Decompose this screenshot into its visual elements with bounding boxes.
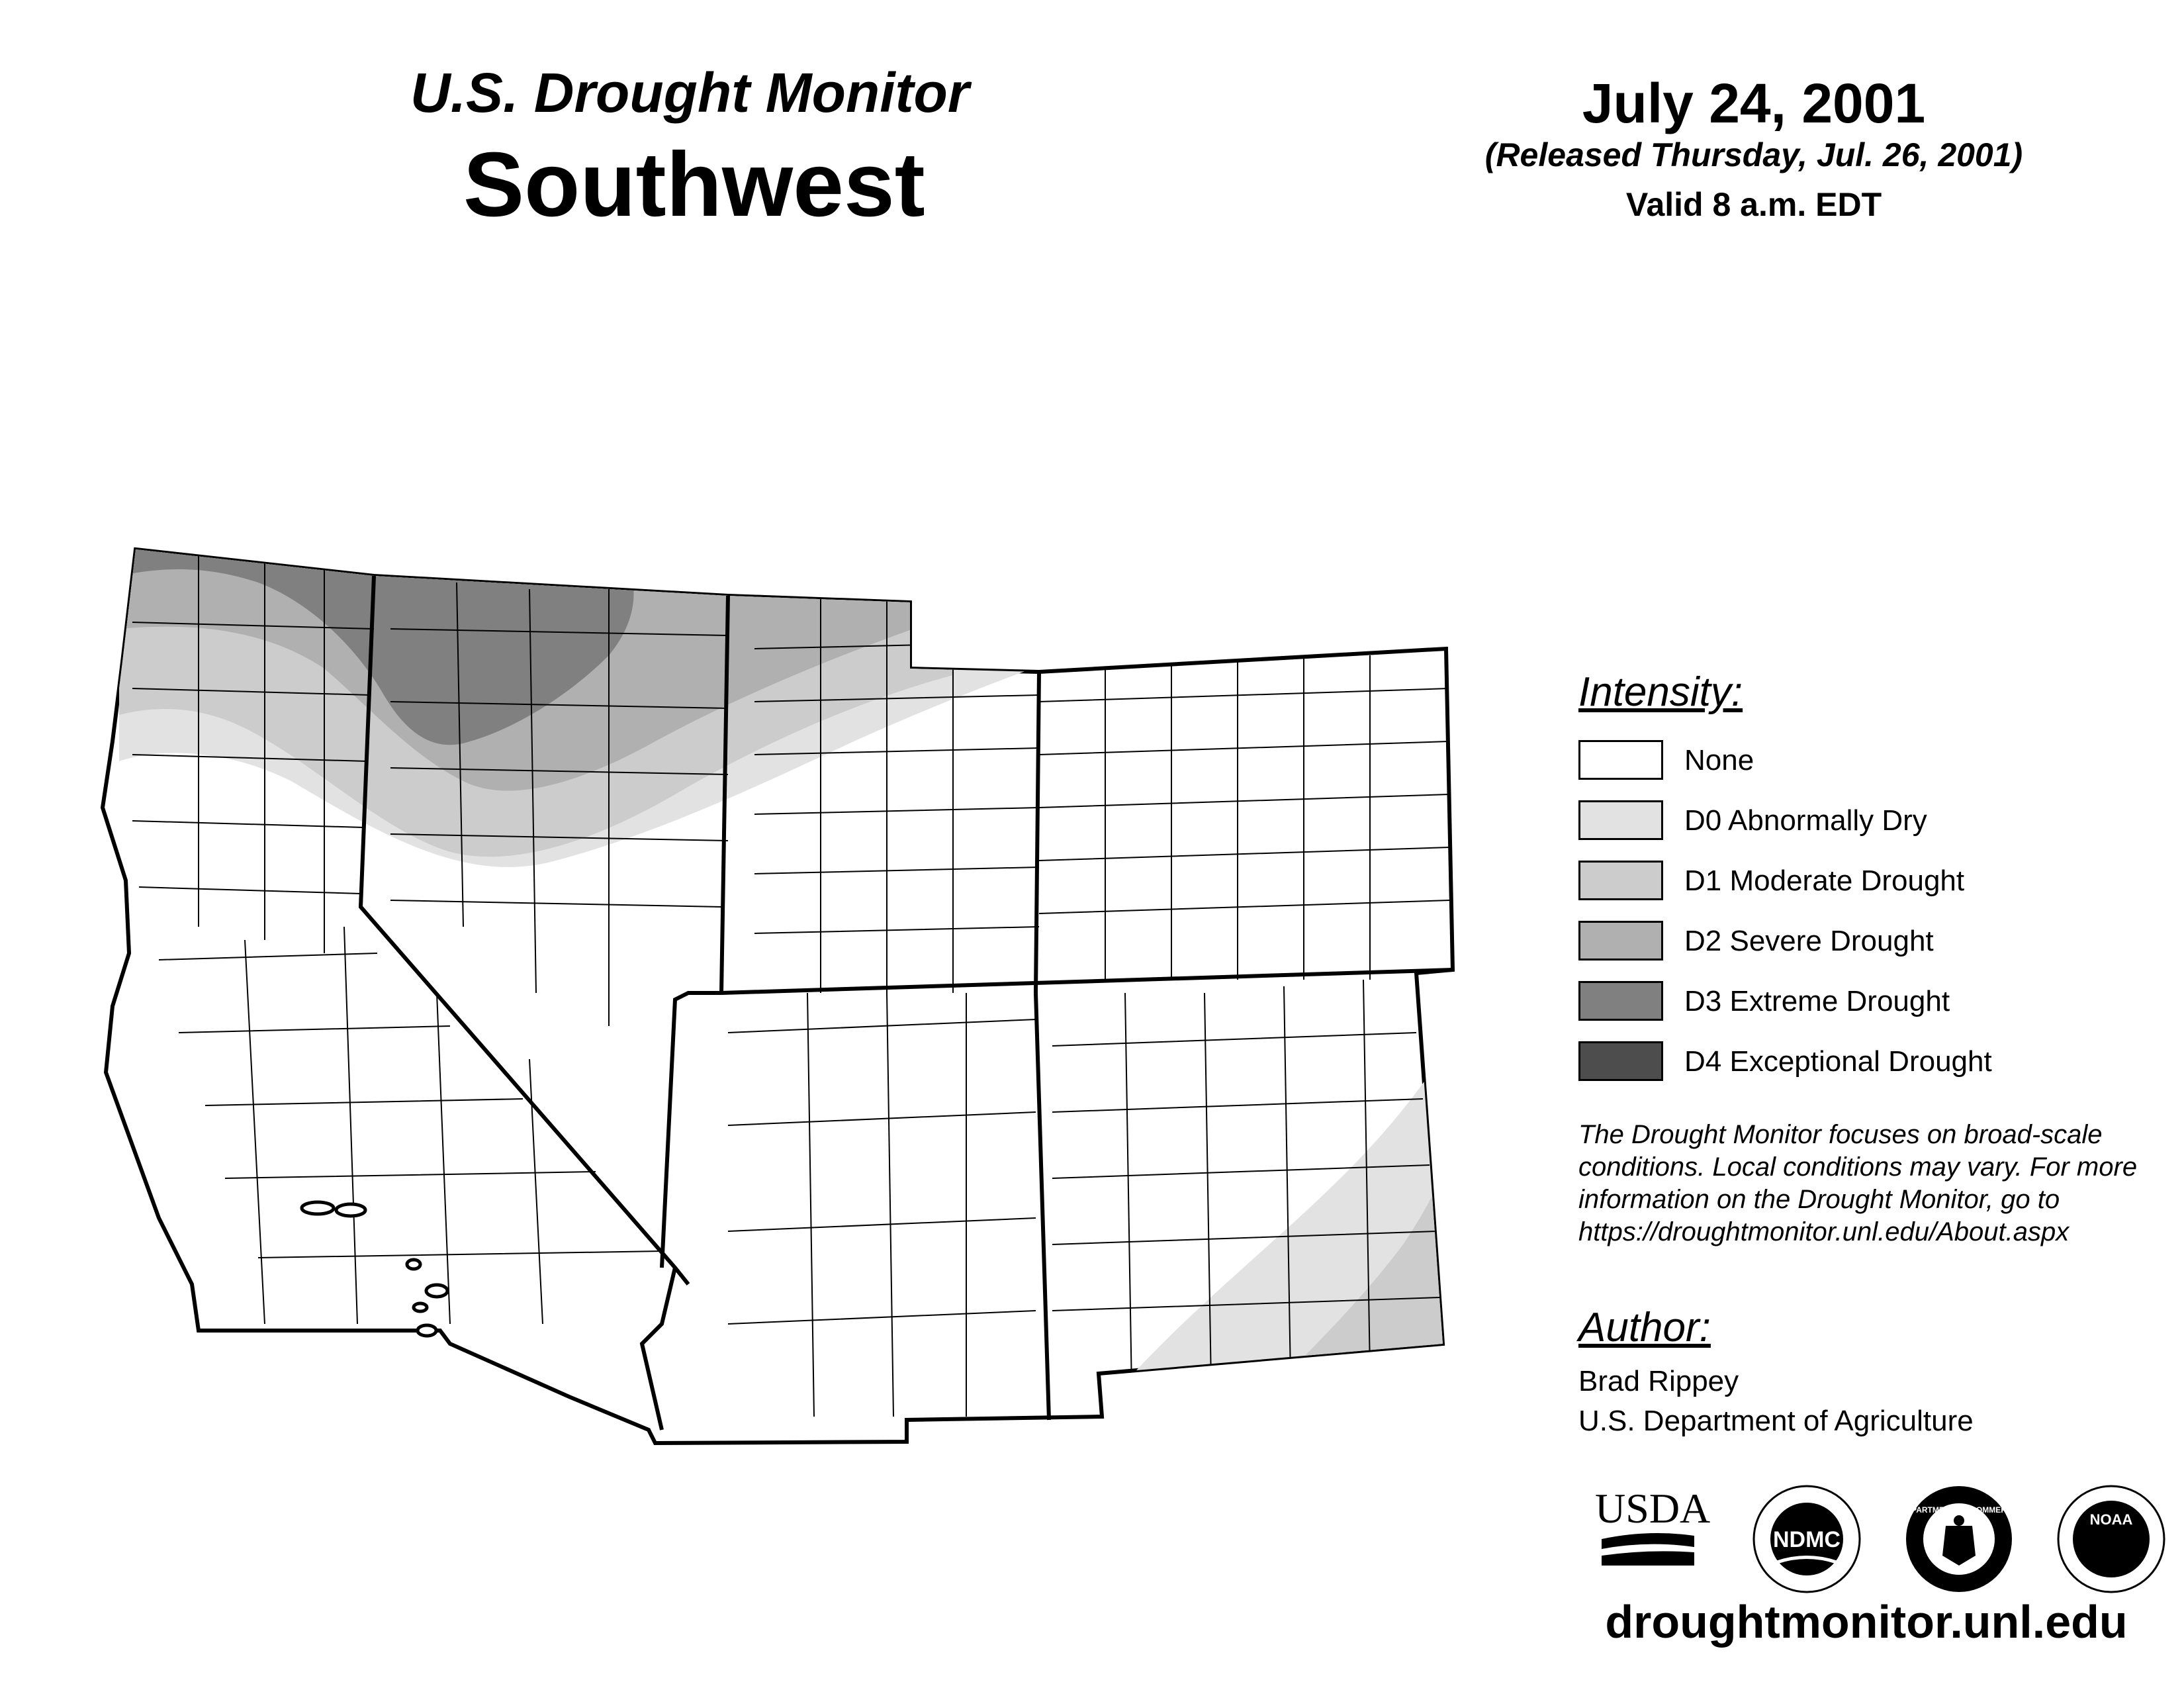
map-date: July 24, 2001 xyxy=(1582,72,1926,134)
legend-label: D2 Severe Drought xyxy=(1684,925,1934,957)
release-date: (Released Thursday, Jul. 26, 2001) xyxy=(1484,136,2023,173)
legend-label: D3 Extreme Drought xyxy=(1684,985,1950,1017)
valid-time: Valid 8 a.m. EDT xyxy=(1625,186,1882,223)
legend-label: None xyxy=(1684,744,1754,776)
svg-text:NOAA: NOAA xyxy=(2089,1511,2133,1528)
svg-text:USDA: USDA xyxy=(1595,1485,1711,1532)
legend-swatch xyxy=(1578,861,1663,900)
svg-text:DEPARTMENT OF COMMERCE: DEPARTMENT OF COMMERCE xyxy=(1900,1505,2018,1515)
legend-label: D0 Abnormally Dry xyxy=(1684,804,1927,837)
website-url[interactable]: droughtmonitor.unl.edu xyxy=(1605,1596,2128,1648)
map-title: U.S. Drought Monitor xyxy=(410,62,970,124)
commerce-seal-logo xyxy=(1900,1486,2017,1592)
disclaimer-note: The Drought Monitor focuses on broad-scale conditions. Local conditions may vary. For more information on the Drought Monitor, go to https://droughtmonitor.unl.edu/About.aspx xyxy=(1578,1120,2138,1246)
noaa-logo xyxy=(2058,1486,2164,1592)
legend-title: Intensity: xyxy=(1578,669,1743,715)
region-title: Southwest xyxy=(463,134,925,236)
ndmc-logo xyxy=(1754,1486,1860,1592)
legend-swatch xyxy=(1578,740,1663,780)
legend-swatch xyxy=(1578,981,1663,1021)
legend-label: D4 Exceptional Drought xyxy=(1684,1045,1992,1078)
author-name: Brad Rippey xyxy=(1578,1365,1739,1397)
agency-logos xyxy=(1588,1473,2171,1605)
svg-text:NDMC: NDMC xyxy=(1773,1527,1841,1552)
legend-swatch xyxy=(1578,800,1663,840)
drought-map xyxy=(93,530,1496,1456)
author-organization: U.S. Department of Agriculture xyxy=(1578,1405,1974,1437)
legend-swatch xyxy=(1578,921,1663,961)
author-title: Author: xyxy=(1578,1305,1711,1350)
legend-label: D1 Moderate Drought xyxy=(1684,865,1965,897)
legend-swatch xyxy=(1578,1041,1663,1081)
usda-logo xyxy=(1595,1485,1710,1566)
